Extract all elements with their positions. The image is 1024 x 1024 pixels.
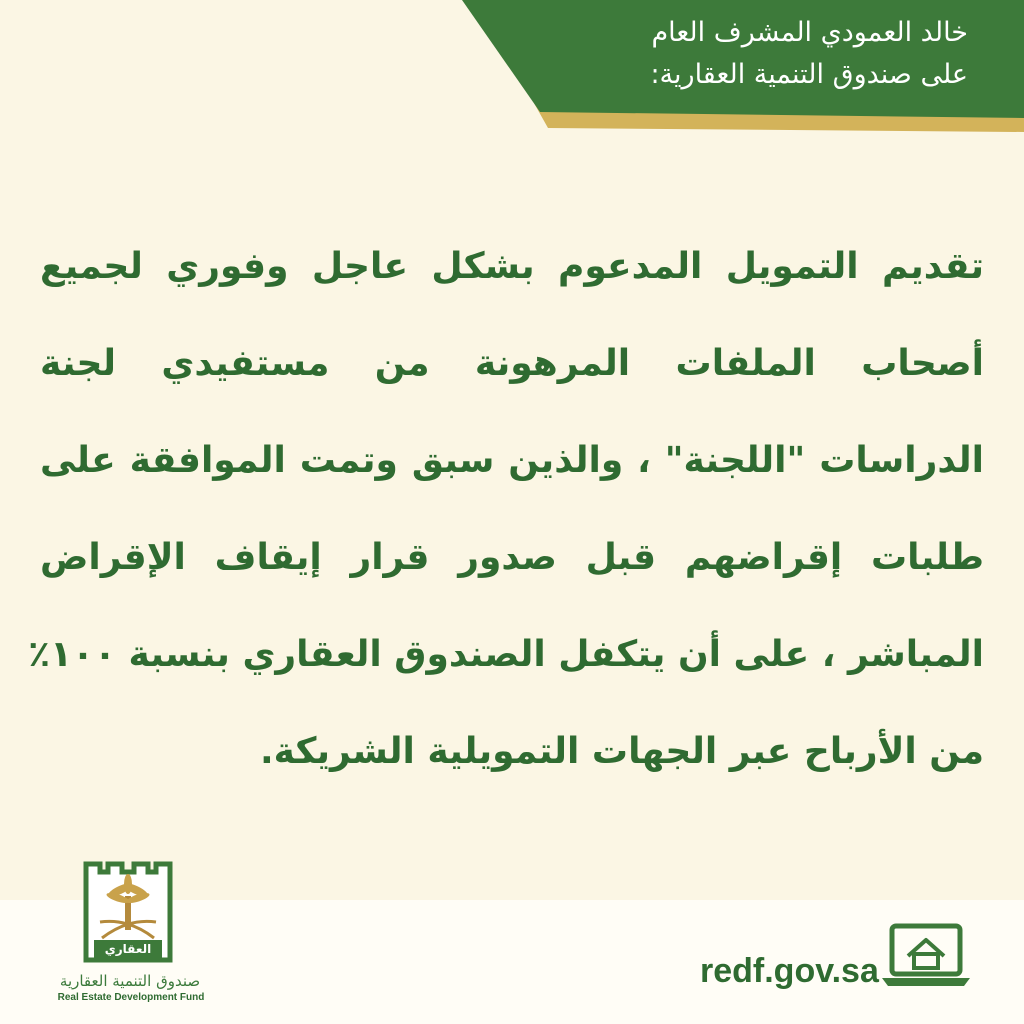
statement-line: أصحاب الملفات المرهونة من مستفيدي لجنة — [40, 343, 984, 384]
statement-line: المباشر ، على أن يتكفل الصندوق العقاري بنسبة ١٠٠٪ — [28, 634, 984, 675]
website-link[interactable]: redf.gov.sa — [700, 952, 879, 990]
statement-text — [28, 218, 984, 800]
logo-badge-text: العقاري — [104, 942, 152, 956]
header-line-1: خالد العمودي المشرف العام — [651, 17, 968, 48]
statement-line: الدراسات "اللجنة" ، والذين سبق وتمت الموافقة على — [40, 440, 984, 481]
logo-name-en: Real Estate Development Fund — [57, 992, 205, 1003]
statement-line: من الأرباح عبر الجهات التمويلية الشريكة. — [260, 731, 984, 772]
laptop-house-icon — [880, 922, 972, 988]
logo-name-ar: صندوق التنمية العقارية — [59, 972, 201, 990]
statement-line: طلبات إقراضهم قبل صدور قرار إيقاف الإقراض — [40, 537, 984, 578]
header-line-2: على صندوق التنمية العقارية: — [650, 59, 968, 90]
header-title — [448, 12, 968, 96]
statement-line: تقديم التمويل المدعوم بشكل عاجل وفوري لجميع — [40, 246, 984, 287]
